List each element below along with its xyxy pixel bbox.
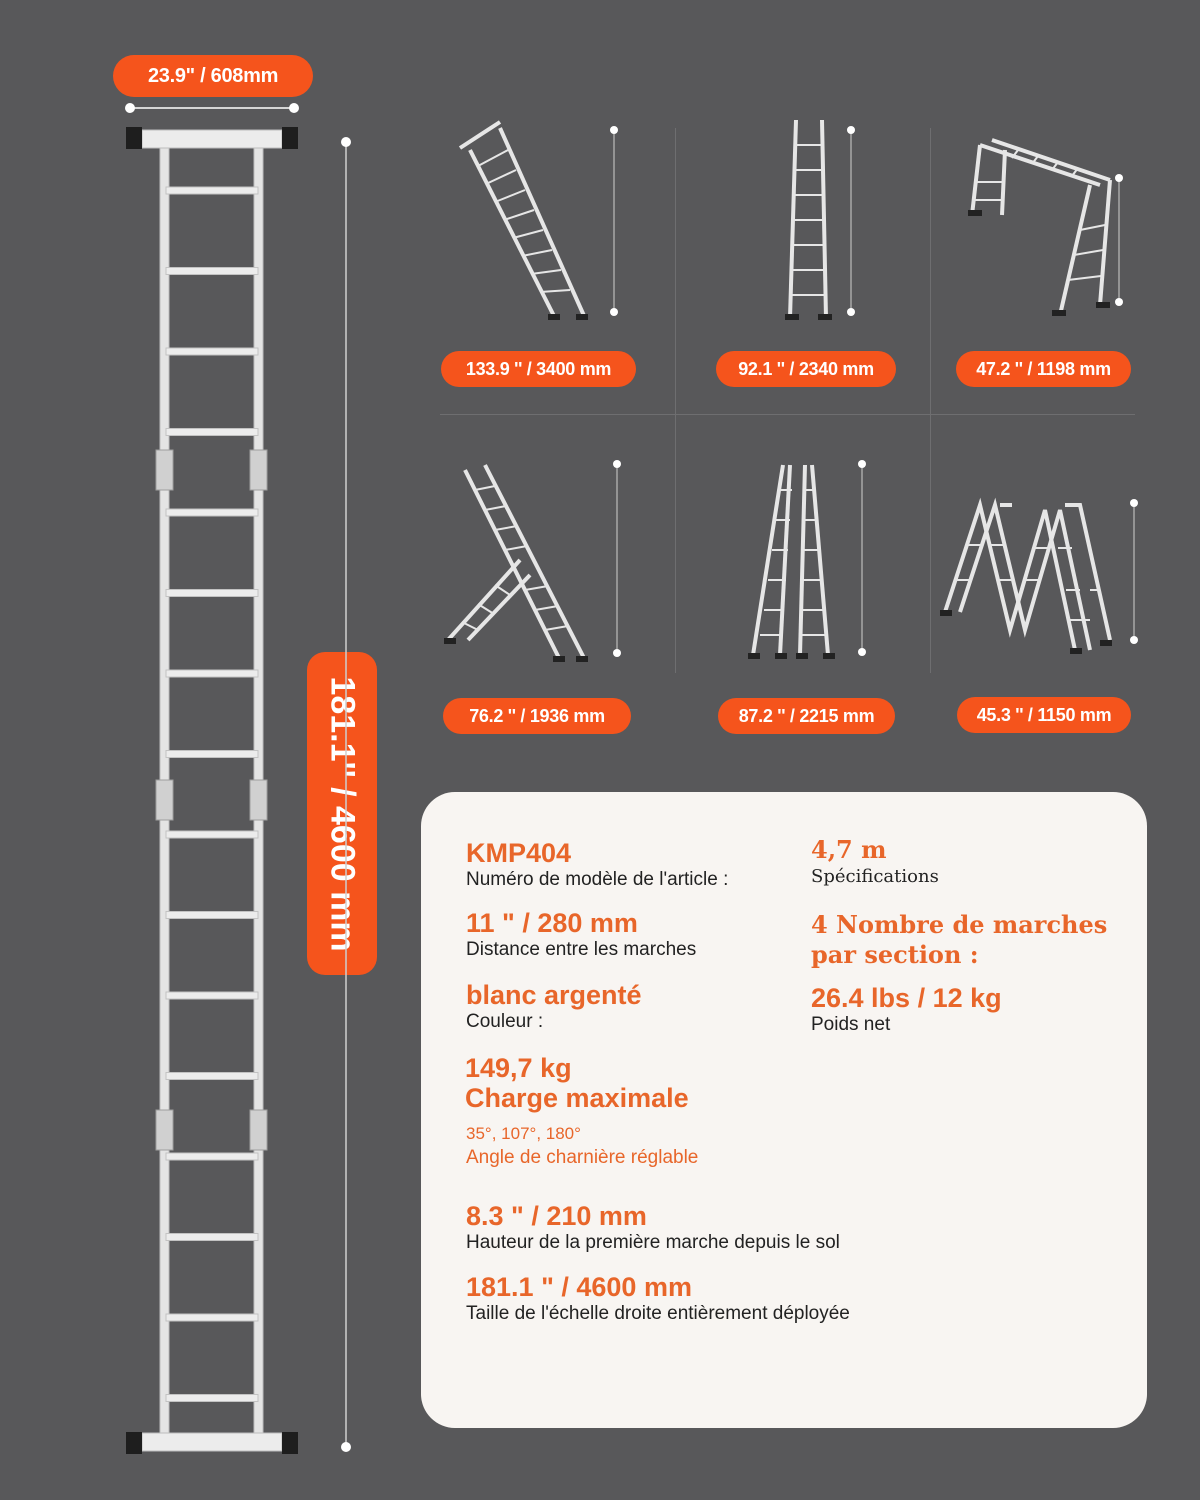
width-dimension-badge: 23.9" / 608mm: [113, 55, 313, 97]
scaffold-ladder-measure: [1115, 174, 1123, 306]
straight-ladder-measure: [847, 126, 855, 316]
max-load-label: Charge maximale: [465, 1083, 689, 1113]
model-label: Numéro de modèle de l'article :: [466, 869, 729, 890]
first-step-value: 8.3 " / 210 mm: [466, 1201, 647, 1231]
rung-distance-value: 11 " / 280 mm: [466, 908, 638, 938]
rung-distance-label: Distance entre les marches: [466, 939, 697, 960]
zigzag-ladder-measure: [1130, 499, 1138, 644]
steps-value-line2: par section :: [811, 940, 979, 969]
grid-divider-vertical-1: [675, 128, 676, 673]
spec-first-step: [466, 1201, 840, 1255]
config-label-3: 47.2 '' / 1198 mm: [956, 351, 1131, 387]
weight-value: 26.4 lbs / 12 kg: [811, 983, 1002, 1013]
height-measure-line: [341, 137, 351, 1452]
straight-folded-ladder-icon: [785, 120, 832, 320]
grid-divider-vertical-2: [930, 128, 931, 673]
length-value: 4,7 m: [811, 835, 887, 864]
spec-hinge: [466, 1122, 698, 1170]
spec-model: [466, 838, 728, 892]
spec-steps: [811, 910, 1107, 970]
height-dimension-label: 181.1'' / 4600 mm: [323, 675, 362, 952]
model-value: KMP404: [466, 838, 572, 868]
max-load-value: 149,7 kg: [465, 1053, 572, 1083]
color-label: Couleur :: [466, 1011, 544, 1032]
spec-full-height: [466, 1272, 850, 1326]
config-label-1: 133.9 '' / 3400 mm: [441, 351, 636, 387]
config-label-5: 87.2 '' / 2215 mm: [718, 698, 895, 734]
angled-ladder-icon: [460, 122, 588, 320]
length-label: Spécifications: [811, 866, 939, 887]
width-measure-line: [125, 103, 299, 113]
a-frame-ladder-measure: [858, 460, 866, 656]
full-height-label: Taille de l'échelle droite entièrement déployée: [466, 1303, 850, 1324]
config-label-4: 76.2 '' / 1936 mm: [443, 698, 631, 734]
scaffold-ladder-icon: [968, 140, 1110, 316]
hinge-label: Angle de charnière réglable: [466, 1147, 699, 1168]
spec-max-load: [465, 1053, 689, 1113]
zigzag-ladder-icon: [940, 505, 1112, 654]
grid-divider-horizontal: [440, 414, 1135, 415]
spec-rung-distance: [466, 908, 696, 962]
weight-label: Poids net: [811, 1014, 891, 1035]
lean-ladder-measure: [613, 460, 621, 657]
config-label-6: 45.3 '' / 1150 mm: [957, 697, 1131, 733]
spec-color: [466, 980, 642, 1034]
color-value: blanc argenté: [466, 980, 642, 1010]
steps-value-line1: 4 Nombre de marches: [811, 910, 1108, 939]
first-step-label: Hauteur de la première marche depuis le sol: [466, 1232, 840, 1253]
a-frame-ladder-icon: [748, 465, 835, 659]
spec-weight: [811, 983, 1002, 1037]
angled-ladder-measure: [610, 126, 618, 316]
full-ladder-icon: [126, 127, 298, 1454]
spec-length: [811, 835, 939, 889]
config-label-2: 92.1 '' / 2340 mm: [716, 351, 896, 387]
full-height-value: 181.1 " / 4600 mm: [466, 1272, 692, 1302]
hinge-value: 35°, 107°, 180°: [466, 1124, 581, 1143]
lean-ladder-icon: [444, 465, 588, 662]
